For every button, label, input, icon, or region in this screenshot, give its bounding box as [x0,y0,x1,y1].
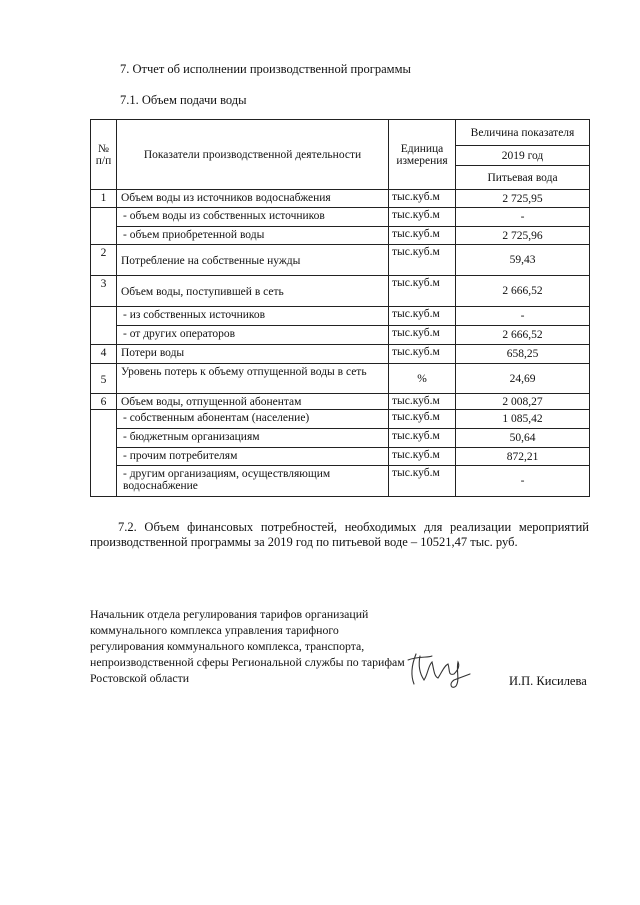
row-num: 5 [91,364,117,394]
row-value: 1 085,42 [456,410,590,429]
row-value: - [456,208,590,227]
table-row [91,345,590,364]
header-indicator: Показатели производственной деятельности [117,120,389,190]
row-name: - другим организациям, осуществляющим водоснабжение [117,466,389,497]
row-value: 2 666,52 [456,326,590,345]
table-row [91,448,590,466]
row-value: 2 666,52 [456,276,590,307]
row-value: 50,64 [456,429,590,448]
row-value: 872,21 [456,448,590,466]
row-unit: тыс.куб.м [389,190,456,208]
row-name: - прочим потребителям [117,448,389,466]
header-unit: Единица измерения [389,120,456,190]
row-name: Потребление на собственные нужды [117,245,389,276]
row-unit: тыс.куб.м [389,208,456,227]
row-name: Объем воды, отпущенной абонентам [117,394,389,410]
row-num: 4 [91,345,117,364]
row-num: 2 [91,245,117,276]
row-num [91,410,117,497]
header-num: № п/п [91,120,117,190]
row-value: 2 008,27 [456,394,590,410]
row-name: - объем приобретенной воды [117,227,389,245]
row-name: Объем воды из источников водоснабжения [117,190,389,208]
row-name: - бюджетным организациям [117,429,389,448]
header-value-group: Величина показателя [456,120,590,146]
row-unit: тыс.куб.м [389,466,456,497]
row-unit: тыс.куб.м [389,429,456,448]
row-unit: тыс.куб.м [389,448,456,466]
section-heading: 7. Отчет об исполнении производственной программы [120,62,411,76]
row-num [91,307,117,345]
signatory-name: И.П. Кисилева [509,674,587,688]
table-row [91,227,590,245]
row-value: 2 725,95 [456,190,590,208]
row-unit: тыс.куб.м [389,276,456,307]
handwritten-signature [398,644,478,692]
table-row [91,245,590,276]
row-value: - [456,307,590,326]
signatory-position: Начальник отдела регулирования тарифов организаций коммунального комплекса управления тарифного регулирования коммунального комплекса, транспорта, непроизводственной сферы Региональной службы по тарифам Ростовской области [90,607,405,685]
row-num: 1 [91,190,117,208]
row-name: Потери воды [117,345,389,364]
table-row [91,276,590,307]
table-row [91,466,590,497]
row-unit: тыс.куб.м [389,394,456,410]
row-name: Уровень потерь к объему отпущенной воды в сеть [117,364,389,394]
row-name: - от других операторов [117,326,389,345]
row-unit: тыс.куб.м [389,326,456,345]
row-value: - [456,466,590,497]
subsection-heading: 7.1. Объем подачи воды [120,93,247,107]
row-num: 3 [91,276,117,307]
row-name: - объем воды из собственных источников [117,208,389,227]
table-row [91,326,590,345]
row-unit: тыс.куб.м [389,410,456,429]
water-supply-table [90,119,590,497]
row-unit: % [389,364,456,394]
row-num [91,208,117,245]
row-value: 59,43 [456,245,590,276]
row-value: 24,69 [456,364,590,394]
row-name: - из собственных источников [117,307,389,326]
table-row [91,190,590,208]
financial-needs-paragraph: 7.2. Объем финансовых потребностей, необходимых для реализации мероприятий производственной программы за 2019 год по питьевой воде – 10521,47 тыс. руб. [90,520,589,549]
row-unit: тыс.куб.м [389,227,456,245]
table-row [91,208,590,227]
row-unit: тыс.куб.м [389,345,456,364]
table-row [91,410,590,429]
row-num: 6 [91,394,117,410]
row-unit: тыс.куб.м [389,307,456,326]
row-name: - собственным абонентам (население) [117,410,389,429]
table-row [91,364,590,394]
row-value: 658,25 [456,345,590,364]
table-row [91,394,590,410]
row-name: Объем воды, поступившей в сеть [117,276,389,307]
header-water: Питьевая вода [456,166,590,190]
table-row [91,429,590,448]
header-year: 2019 год [456,146,590,166]
row-value: 2 725,96 [456,227,590,245]
row-unit: тыс.куб.м [389,245,456,276]
table-row [91,307,590,326]
